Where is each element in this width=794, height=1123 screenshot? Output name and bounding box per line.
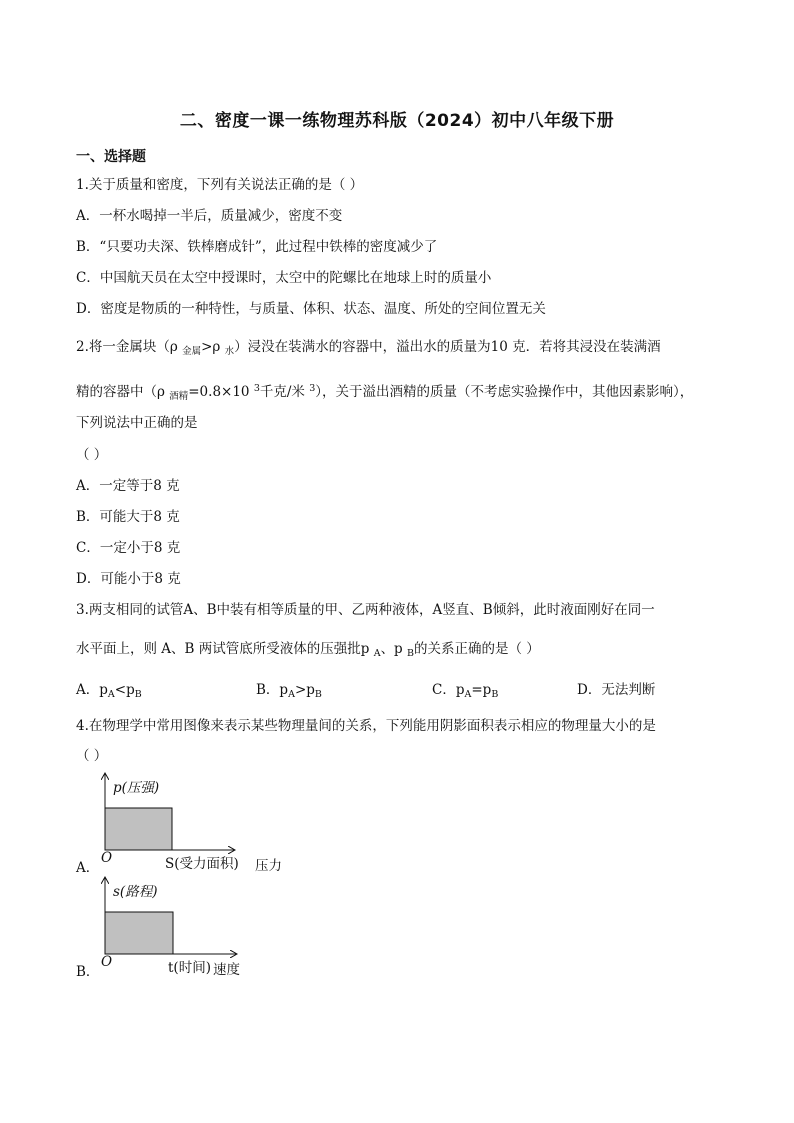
option-letter: B． [76,964,100,980]
q3-opt-text: C．p [432,682,465,698]
option-answer-text: 速度 [213,962,240,978]
q2-sub-water: 水 [224,346,235,357]
question-2-stem-line-3: 下列说法中正确的是 [76,415,198,431]
question-4-stem: 4.在物理学中常用图像来表示某些物理量间的关系，下列能用阴影面积表示相应的物理量大小的是 [76,718,656,734]
origin-label: O [101,954,113,970]
section-heading: 一、选择题 [76,149,146,165]
q3-opt-sub: B [491,689,499,700]
origin-label: O [101,850,113,866]
q2-text: =0.8×10 [188,384,254,400]
question-2-option-b[interactable]: B．可能大于8 克 [76,509,180,525]
q3-opt-sub: A [464,689,472,700]
q2-sup-exponent: 3 [309,383,316,394]
q2-text: >ρ [201,339,225,355]
shaded-area [105,808,172,850]
question-3-stem-line-1: 3.两支相同的试管A、B中装有相等质量的甲、乙两种液体，A竖直、B倾斜，此时液面刚好在同一 [76,602,655,618]
q2-text: ）浸没在装满水的容器中，溢出水的质量为10 克．若将其浸没在装满酒 [234,339,661,355]
x-axis-label: S(受力面积) [165,856,239,872]
q3-opt-text: <p [114,682,135,698]
q3-opt-text: A．p [76,682,108,698]
q2-sup-exponent: 3 [253,383,260,394]
q3-opt-sub: B [314,689,322,700]
question-2-option-d[interactable]: D．可能小于8 克 [76,571,181,587]
y-axis-label: s(路程) [113,884,158,900]
question-4-option-b[interactable] [76,874,276,980]
q2-text: 千克/米 [259,384,310,400]
question-1-option-a[interactable]: A．一杯水喝掉一半后，质量减少，密度不变 [76,208,343,224]
q3-opt-text: >p [294,682,315,698]
q3-text: 水平面上，则 A、B 两试管底所受液体的压强批p [76,641,374,657]
q3-sub-a: A [373,648,381,659]
question-2-stem-line-1 [76,338,661,361]
question-4-option-a[interactable] [76,770,282,876]
q3-text: 的关系正确的是（ ） [413,641,540,657]
question-1-option-d[interactable]: D．密度是物质的一种特性，与质量、体积、状态、温度、所处的空间位置无关 [76,301,546,317]
question-2-option-a[interactable]: A．一定等于8 克 [76,478,180,494]
question-1-option-c[interactable]: C．中国航天员在太空中授课时，太空中的陀螺比在地球上时的质量小 [76,270,492,286]
option-letter: A． [76,860,100,876]
question-3-option-c[interactable] [432,681,498,704]
option-answer-text: 压力 [255,858,282,874]
question-2-stem-line-2 [76,380,693,406]
question-3-option-a[interactable] [76,681,142,704]
shaded-area [105,912,173,954]
x-axis-label: t(时间) [168,960,211,976]
question-1-stem: 1.关于质量和密度，下列有关说法正确的是（ ） [76,177,364,193]
q2-text: ），关于溢出酒精的质量（不考虑实验操作中，其他因素影响）， [315,384,694,400]
question-3-stem-line-2 [76,640,540,663]
q3-sub-b: B [407,648,414,659]
question-3-option-d[interactable]: D．无法判断 [577,682,656,698]
question-2-answer-paren: （ ） [76,447,108,463]
q3-opt-text: B．p [256,682,289,698]
y-axis-label: p(压强) [113,780,160,796]
q3-opt-sub: A [288,689,295,700]
q2-sub-metal: 金属 [182,346,202,357]
question-4-answer-paren: （ ） [76,748,108,764]
q2-text: 精的容器中（ρ [76,384,170,400]
q3-opt-sub: B [134,689,142,700]
question-3-option-b[interactable] [256,681,322,704]
q3-opt-sub: A [107,689,115,700]
q3-text: 、p [380,641,407,657]
q2-sub-alcohol: 酒精 [169,391,189,402]
question-2-option-c[interactable]: C．一定小于8 克 [76,540,181,556]
q3-opt-text: =p [471,682,492,698]
question-1-option-b[interactable]: B．“只要功夫深、铁棒磨成针”，此过程中铁棒的密度减少了 [76,239,438,255]
page-title: 二、密度一课一练物理苏科版（2024）初中八年级下册 [179,111,615,131]
q2-text: 2.将一金属块（ρ [76,339,183,355]
